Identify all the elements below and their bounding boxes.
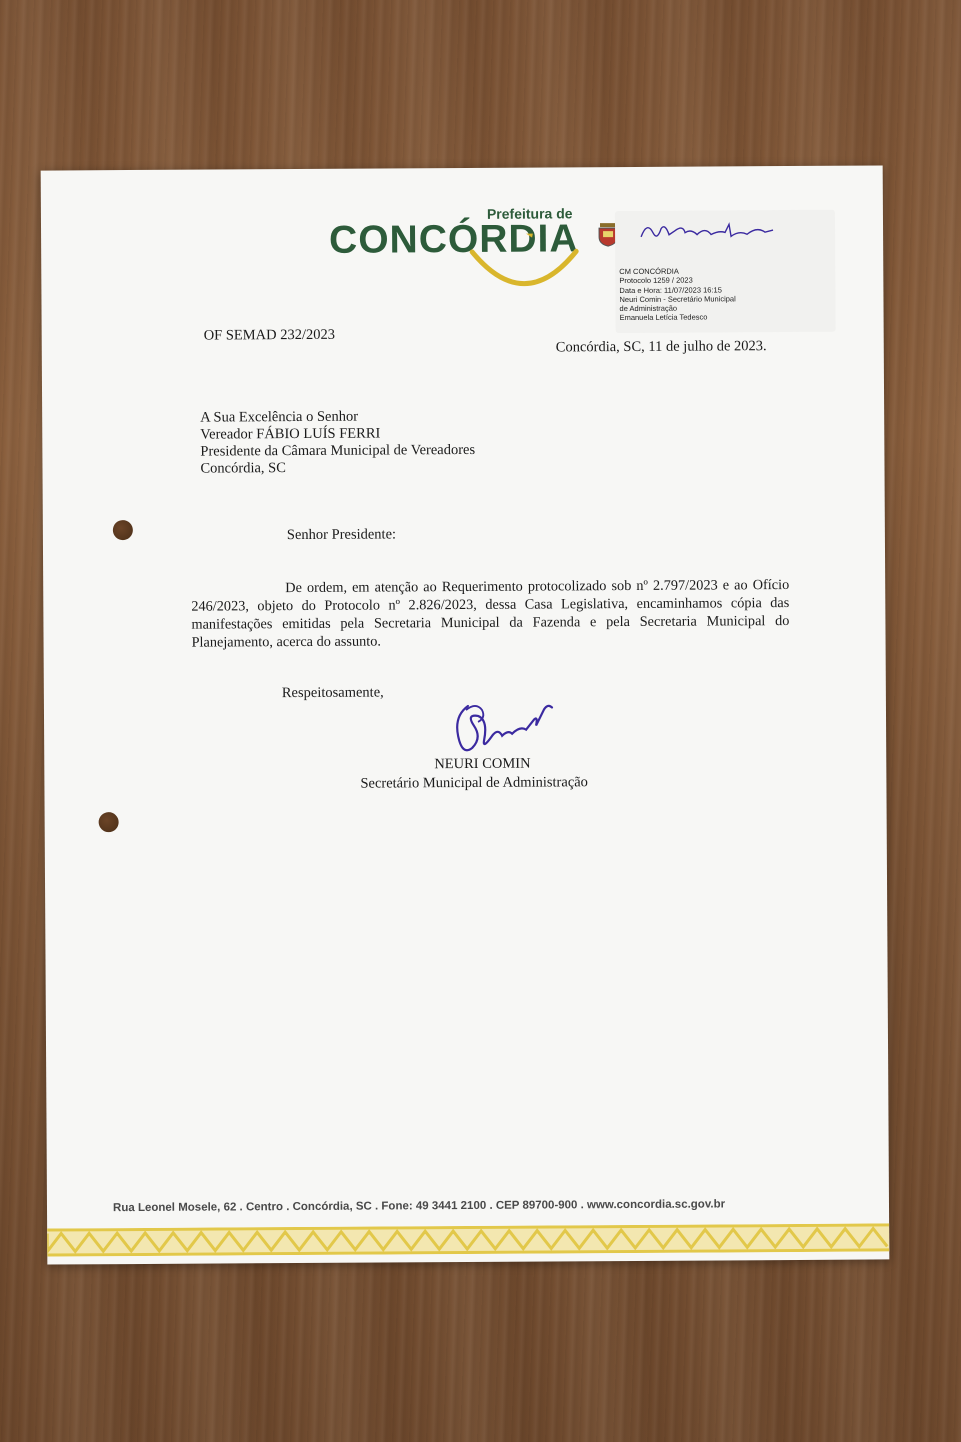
protocol-receipt-lines xyxy=(619,266,736,322)
prefeitura-logo xyxy=(329,203,630,295)
signer-role: Secretário Municipal de Administração xyxy=(360,774,588,792)
receipt-line: Data e Hora: 11/07/2023 16:15 xyxy=(619,285,722,295)
footer-address: Rua Leonel Mosele, 62 . Centro . Concórdia, SC . Fone: 49 3441 2100 . CEP 89700-900 . www.concordia.sc.gov.br xyxy=(112,1198,726,1215)
receiver-signature-icon xyxy=(639,216,779,245)
signer-name: NEURI COMIN xyxy=(434,755,531,773)
recipient-line: A Sua Excelência o Senhor xyxy=(200,408,359,426)
protocol-receipt-stamp xyxy=(615,210,836,333)
logo-arc-icon xyxy=(464,233,584,294)
logo-prefeitura-text: Prefeitura de xyxy=(486,205,573,222)
footer-decorative-band xyxy=(47,1223,889,1256)
recipient-line: Concórdia, SC xyxy=(200,460,286,477)
receipt-line: Emanuela Letícia Tedesco xyxy=(619,312,708,323)
document-reference: OF SEMAD 232/2023 xyxy=(203,326,336,344)
receipt-line: Neuri Comin - Secretário Municipal xyxy=(619,294,736,304)
letter-body xyxy=(191,576,789,652)
letter-sheet xyxy=(41,165,890,1264)
salutation: Senhor Presidente: xyxy=(286,526,397,544)
receipt-line: CM CONCÓRDIA xyxy=(619,266,679,277)
recipient-address xyxy=(200,408,475,478)
punch-hole-top xyxy=(113,520,133,540)
body-paragraph: De ordem, em atenção ao Requerimento protocolizado sob nº 2.797/2023 e ao Ofício 246/2023, objeto do Protocolo nº 2.826/2023, dessa Casa Legislativa, encaminhamos cópia das manifestações emitidas pela Secretaria Municipal da Fazenda e pela Secretaria Municipal do Planejamento, acerca do assunto. xyxy=(191,577,790,651)
logo-name-text: CONCÓRDIA xyxy=(328,217,579,262)
receipt-line: Protocolo 1259 / 2023 xyxy=(619,275,693,286)
closing: Respeitosamente, xyxy=(281,684,384,702)
letter-date: Concórdia, SC, 11 de julho de 2023. xyxy=(555,338,767,356)
receipt-line: de Administração xyxy=(619,303,678,314)
recipient-line: Vereador FÁBIO LUÍS FERRI xyxy=(200,425,381,443)
punch-hole-bottom xyxy=(99,812,119,832)
recipient-line: Presidente da Câmara Municipal de Vereadores xyxy=(200,441,476,460)
